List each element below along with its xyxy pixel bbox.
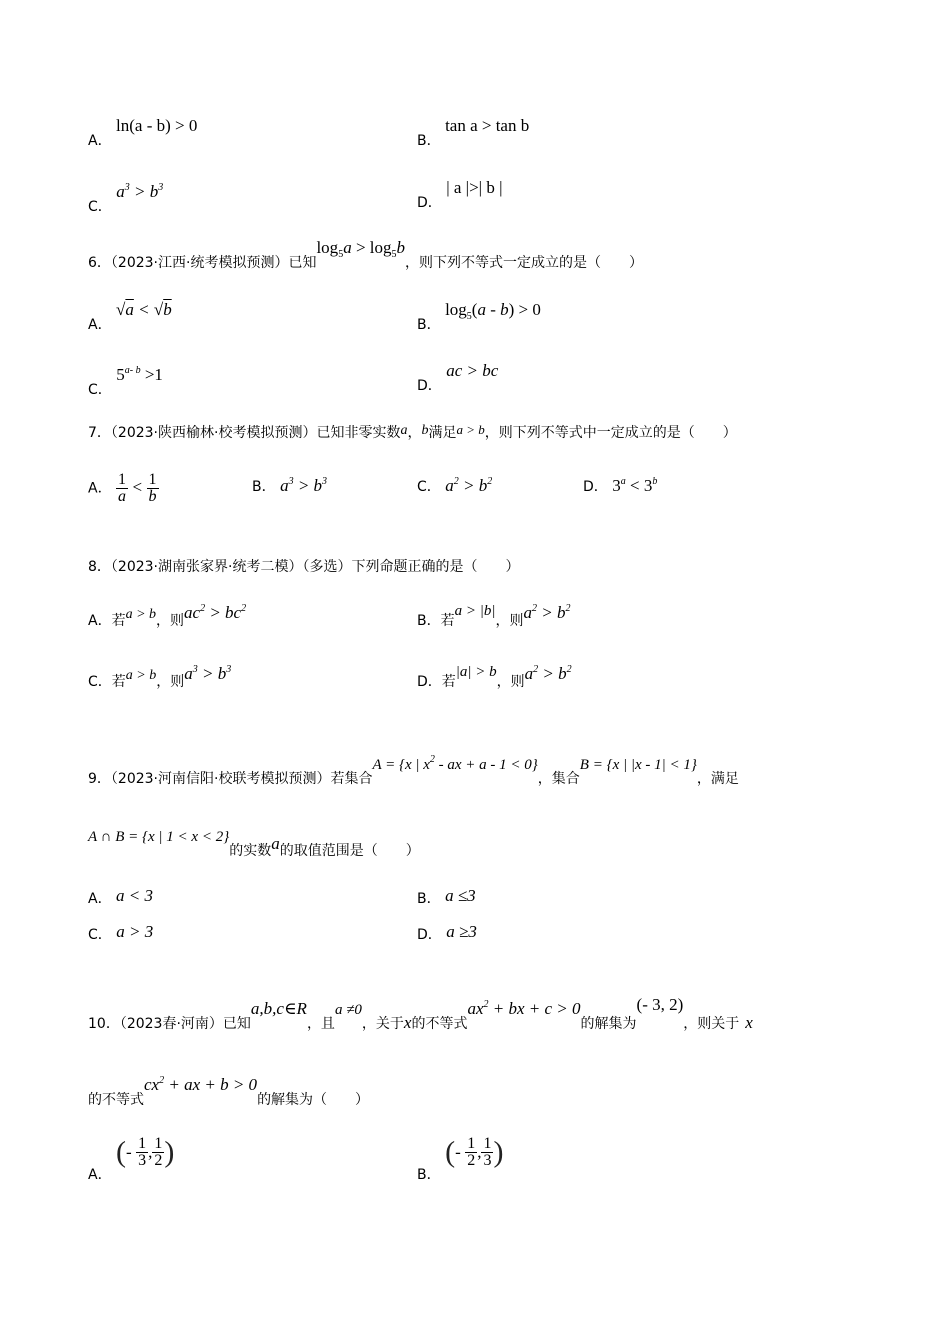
q7-option-c [417,472,492,497]
q10-and: ，且 [306,1016,335,1032]
q8-option-c-cond: a > b [125,668,157,683]
q8-option-b [417,603,571,631]
q9-line2-tail: 的实数 [229,843,272,859]
q9-option-b [417,888,476,909]
q10-cond-1: a,b,c∈R [250,999,307,1018]
q6-option-a [88,300,172,335]
q10-option-b-frac-1: $\frac{1}{2}$ [467,1135,476,1169]
q8-option-b-expr: $a^2 > b^2$ [523,603,571,622]
q10-option-b: B． (- $\frac{1}{2}$ , $\frac{1}{3}$ ) [417,1135,504,1183]
q10-stem-line-1 [88,995,753,1034]
q5-option-a [88,116,198,151]
q10-x: x [403,1013,412,1032]
q7-stem-tail: ，则下列不等式中一定成立的是（ ） [484,425,737,441]
q7-condition: a > b [456,422,485,437]
q7-number: 7． [88,425,111,441]
q8-option-b-cond: a > |b| [454,603,496,619]
q10-ineq-1: $ax^2$ + bx + c > 0 [467,999,581,1018]
q8-option-c-expr: $a^3 > b^3$ [184,664,232,683]
q6-option-d-label: D． [417,378,442,394]
q8-option-c-then: ，则 [156,674,185,690]
q8-stem [88,557,519,577]
q8-option-a-expr: $ac^2 > bc^2$ [184,603,247,622]
q8-option-c [88,664,232,693]
q9-var: a [271,834,280,853]
q5-option-c-label: C． [88,199,112,215]
q8-option-b-if: 若 [440,613,455,629]
q6-option-c [88,365,163,400]
q6-option-a-expr: √a < √b [116,300,172,319]
q10-cond-2: a ≠0 [334,1002,362,1018]
q7-option-d-expr: $3^a < 3^b$ [612,476,658,495]
q8-option-a-if: 若 [111,613,126,629]
q7-option-b-label: B． [252,479,276,495]
q9-number: 9． [88,771,111,787]
q5-option-d [417,178,503,213]
q9-option-a [88,888,153,909]
q10-stem-line-2 [88,1075,370,1110]
q9-set-a: A = {x | $x^2$ - ax + a - 1 < 0} [372,754,538,773]
q9-option-a-expr: a < 3 [116,886,154,905]
q6-stem [88,238,643,279]
q10-mid: ，关于 [361,1016,404,1032]
q6-option-d [417,361,499,396]
q9-option-b-label: B． [417,891,441,907]
q7-stem [88,423,737,444]
q7-option-d [583,472,657,497]
q6-option-b [417,300,541,341]
q7-option-a-frac-1: $\frac{1}{a}$ [118,471,127,505]
q8-option-b-then: ，则 [495,613,524,629]
q9-option-c [88,924,153,945]
q10-option-a-frac-1: $\frac{1}{3}$ [138,1135,147,1169]
q8-option-c-label: C． [88,674,112,690]
q8-option-d-cond: |a| > b [455,664,497,680]
q8-option-a-cond: a > b [125,607,157,622]
q9-line2-end: 的取值范围是（ ） [279,843,420,859]
q6-source: （2023·江西·统考模拟预测）已知 [110,255,317,271]
q8-option-a [88,603,247,632]
q9-option-c-label: C． [88,927,112,943]
q10-line2-start: 的不等式 [88,1092,144,1108]
q10-option-b-frac-2: $\frac{1}{3}$ [483,1135,492,1169]
q8-option-c-if: 若 [111,674,126,690]
q9-option-d-label: D． [417,927,442,943]
q9-option-d-expr: a ≥3 [446,922,477,941]
q10-x-2: x [745,1013,753,1032]
q9-intersection: A ∩ B = {x | 1 < x < 2} [88,829,230,845]
q8-option-d-if: 若 [441,674,456,690]
q10-option-a-frac-2: $\frac{1}{2}$ [154,1135,163,1169]
q8-stem-text: （2023·湖南张家界·统考二模）（多选）下列命题正确的是（ ） [110,559,520,575]
q6-option-b-expr: $\log_5(a - b) > 0$ [445,300,541,322]
q5-option-a-expr: ln(a - b) > 0 [116,116,198,135]
q6-option-a-label: A． [88,317,112,333]
q10-option-a: A． (- $\frac{1}{3}$ , $\frac{1}{2}$ ) [88,1135,175,1183]
q8-option-d-label: D． [417,674,442,690]
q6-option-b-label: B． [417,317,441,333]
q7-option-c-expr: $a^2 > b^2$ [445,476,493,495]
q10-option-a-label: A． [88,1166,112,1183]
q10-number: 10． [88,1016,120,1032]
q9-source: （2023·河南信阳·校联考模拟预测）若集合 [110,771,373,787]
q5-option-c-expr: $a^3 > b^3$ [116,182,164,201]
q5-option-b [417,116,530,151]
q9-option-a-label: A． [88,891,112,907]
q7-var-b: b [421,423,429,438]
q8-option-a-then: ，则 [156,613,185,629]
q7-option-c-label: C． [417,479,441,495]
q7-option-d-label: D． [583,479,608,495]
q9-option-b-expr: a ≤3 [445,886,476,905]
q9-option-c-expr: a > 3 [116,922,154,941]
q9-stem-line-2 [88,829,420,861]
q10-tail: ，则关于 [683,1016,740,1032]
q7-option-a-frac-2: $\frac{1}{b}$ [148,471,157,505]
q8-option-a-label: A． [88,613,112,629]
q5-option-b-expr: tan a > tan b [445,116,530,135]
q8-option-d-then: ，则 [496,674,525,690]
q10-option-b-label: B． [417,1166,441,1183]
q9-stem-line-1 [88,754,739,789]
q10-source: （2023春·河南）已知 [119,1016,251,1032]
q10-ineq-label: 的不等式 [411,1016,468,1032]
q7-option-a-label: A． [88,480,112,497]
q5-option-d-expr: | a |>| b | [446,178,503,197]
q10-sol-label: 的解集为 [580,1016,637,1032]
q7-var-a: a [400,423,408,438]
q5-option-d-label: D． [417,195,442,211]
q6-condition: $\log_5a > \log_5b$ [316,238,405,260]
q10-interval: (- 3, 2) [636,995,684,1014]
q8-number: 8． [88,559,111,575]
q8-option-d-expr: $a^2 > b^2$ [524,664,572,683]
q6-option-c-label: C． [88,382,112,398]
q7-mid: 满足 [428,425,457,441]
q5-option-a-label: A． [88,133,112,149]
q7-option-b [252,472,327,497]
q9-mid: ，集合 [537,771,580,787]
q7-comma: ， [407,425,422,441]
q8-option-d [417,664,572,692]
q7-source: （2023·陕西榆林·校考模拟预测）已知非零实数 [110,425,401,441]
q6-stem-tail: ，则下列不等式一定成立的是（ ） [405,255,643,271]
q9-option-d [417,924,477,945]
q6-option-c-expr: $5^{a- b} >1$ [116,365,163,384]
q7-option-a: A． $\frac{1}{a}$ < $\frac{1}{b}$ [88,471,157,505]
q5-option-b-label: B． [417,133,441,149]
q5-option-c [88,182,164,217]
q10-ineq-2: $cx^2$ + ax + b > 0 [144,1075,258,1094]
q9-set-b: B = {x | |x - 1| < 1} [579,757,697,773]
q7-option-b-expr: $a^3 > b^3$ [280,476,328,495]
q6-number: 6． [88,255,111,271]
q8-option-b-label: B． [417,613,441,629]
q9-tail: ，满足 [696,771,739,787]
q6-option-d-expr: ac > bc [446,361,499,380]
q10-line2-end: 的解集为（ ） [257,1092,370,1108]
